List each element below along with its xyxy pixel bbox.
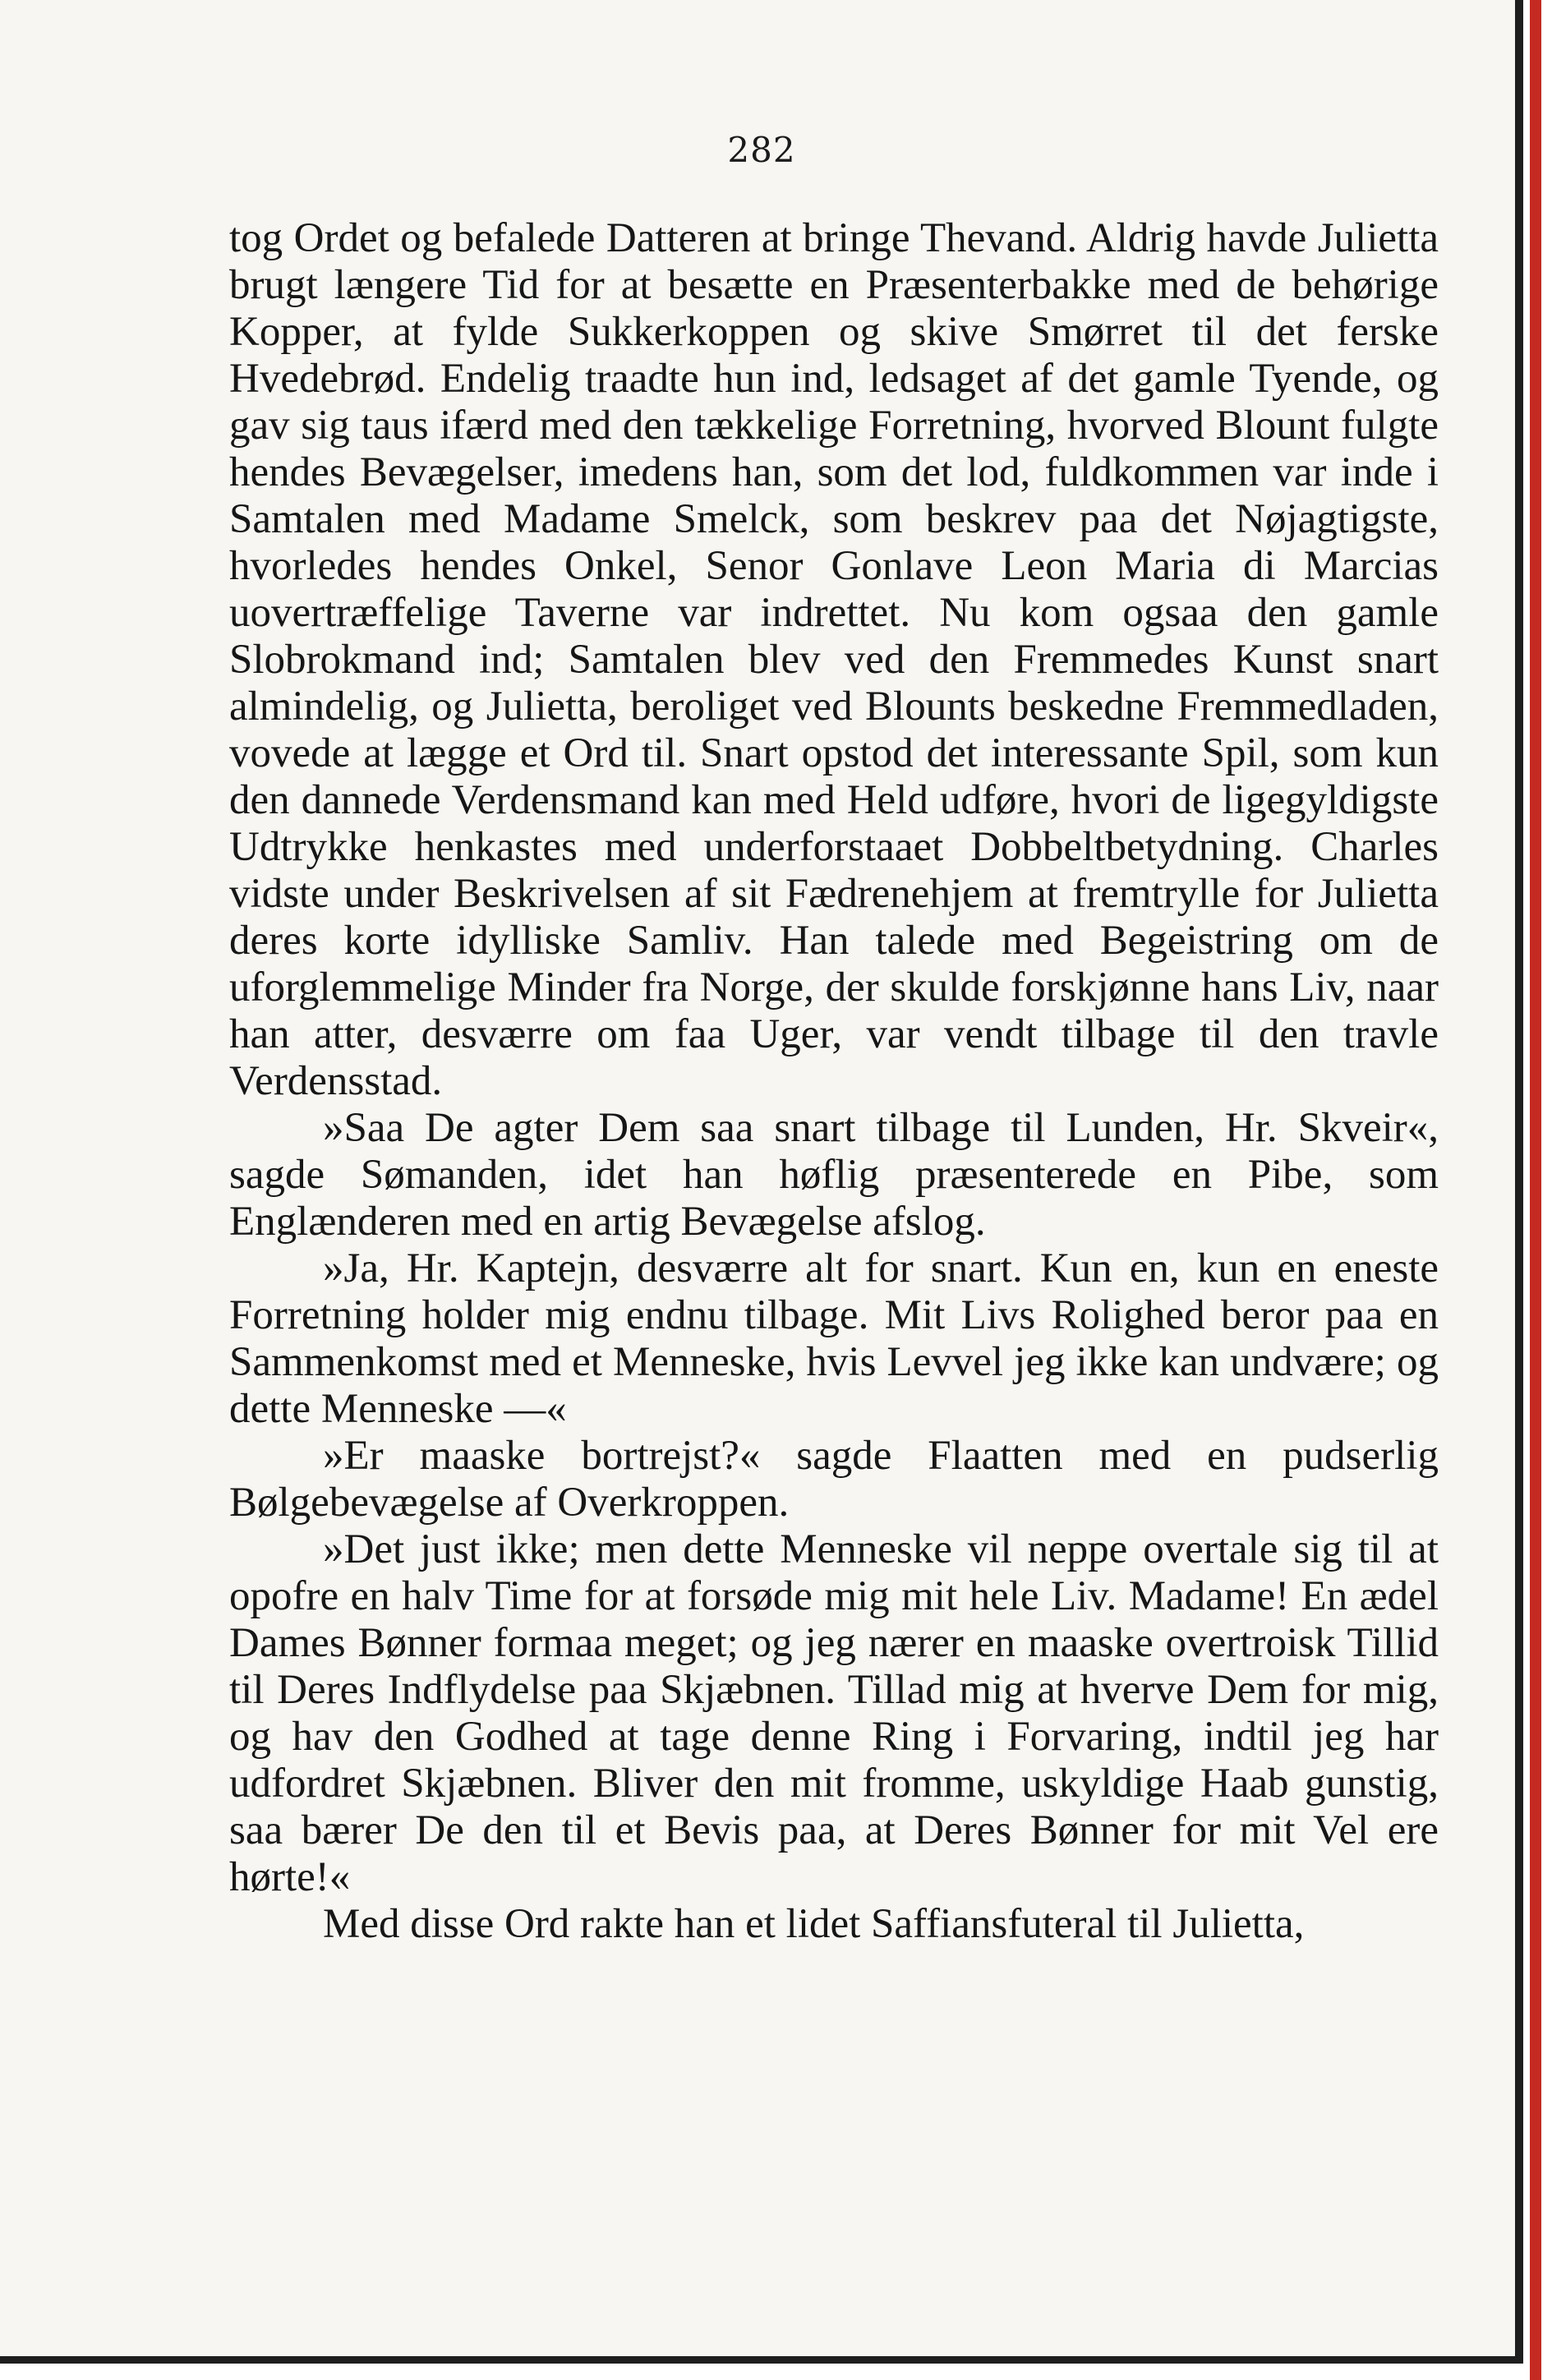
paragraph-3: »Ja, Hr. Kaptejn, desværre alt for snart. Kun en, kun en eneste Forretning holder mig endnu tilbage. Mit Livs Rolighed beror paa en Sammenkomst med et Menneske, hvis Levvel jeg ikke kan undvære; og dette Menneske —« <box>229 1245 1439 1432</box>
paragraph-2: »Saa De agter Dem saa snart tilbage til Lunden, Hr. Skveir«, sagde Sømanden, idet han høflig præsenterede en Pibe, som Englænderen med en artig Bevægelse afslog. <box>229 1105 1439 1245</box>
paragraph-1: tog Ordet og befalede Datteren at bringe Thevand. Aldrig havde Julietta brugt længere Tid for at besætte en Præsenterbakke med de behørige Kopper, at fylde Sukkerkoppen og skive Smørret til det ferske Hvedebrød. Endelig traadte hun ind, ledsaget af det gamle Tyende, og gav sig taus ifærd med den tækkelige Forretning, hvorved Blount fulgte hendes Bevægelser, imedens han, som det lod, fuldkommen var inde i Samtalen med Madame Smelck, som beskrev paa det Nøjagtigste, hvorledes hendes Onkel, Senor Gonlave Leon Maria di Marcias uovertræffelige Taverne var indrettet. Nu kom ogsaa den gamle Slobrokmand ind; Samtalen blev ved den Fremmedes Kunst snart almindelig, og Julietta, beroliget ved Blounts beskedne Fremmedladen, vovede at lægge et Ord til. Snart opstod det interessante Spil, som kun den dannede Verdensmand kan med Held udføre, hvori de ligegyldigste Udtrykke henkastes med underforstaaet Dobbeltbetydning. Charles vidste under Beskrivelsen af sit Fædrenehjem at fremtrylle for Julietta deres korte idylliske Samliv. Han talede med Begeistring om de uforglemmelige Minder fra Norge, der skulde forskjønne hans Liv, naar han atter, desværre om faa Uger, var vendt tilbage til den travle Verdensstad. <box>229 215 1439 1104</box>
body-text <box>229 215 1439 1948</box>
red-page-edge <box>1530 0 1541 2380</box>
page-number: 282 <box>727 130 796 170</box>
paragraph-5: »Det just ikke; men dette Menneske vil neppe overtale sig til at opofre en halv Time for at forsøde mig mit hele Liv. Madame! En ædel Dames Bønner formaa meget; og jeg nærer en maaske overtroisk Tillid til Deres Indflydelse paa Skjæbnen. Tillad mig at hverve Dem for mig, og hav den Godhed at tage denne Ring i Forvaring, indtil jeg har udfordret Skjæbnen. Bliver den mit fromme, uskyldige Haab gunstig, saa bærer De den til et Bevis paa, at Deres Bønner for mit Vel ere hørte!« <box>229 1526 1439 1900</box>
paragraph-6: Med disse Ord rakte han et lidet Saffiansfuteral til Julietta, <box>323 1901 1305 1947</box>
paragraph-4: »Er maaske bortrejst?« sagde Flaatten med en pudserlig Bølgebevægelse af Overkroppen. <box>229 1433 1439 1526</box>
